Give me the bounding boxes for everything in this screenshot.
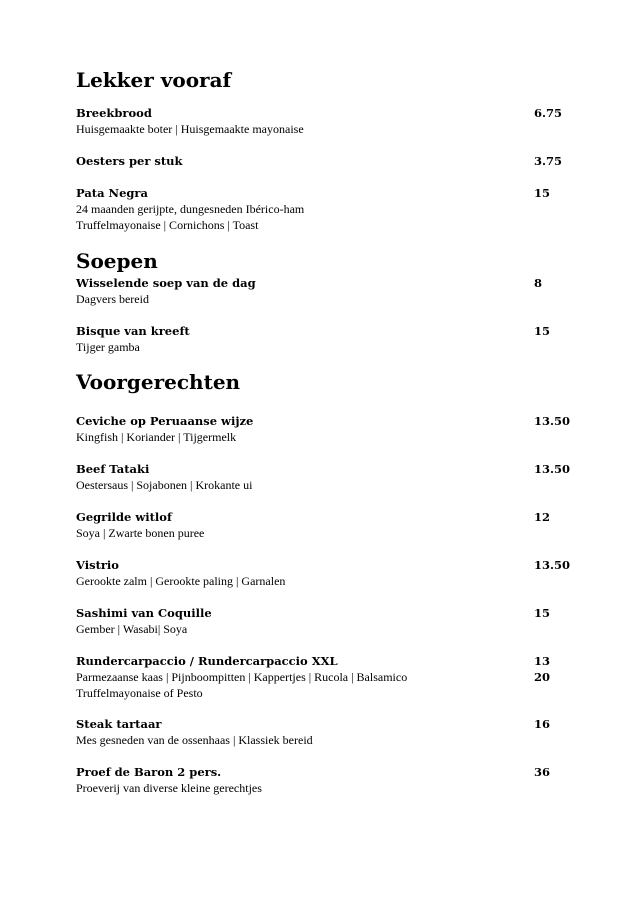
item-price: 3.75 bbox=[534, 154, 563, 168]
item-price: 13.50 bbox=[534, 558, 571, 572]
item-name: Oesters per stuk bbox=[76, 154, 183, 168]
item-price: 15 bbox=[534, 186, 551, 200]
item-name: Rundercarpaccio / Rundercarpaccio XXL bbox=[76, 654, 338, 668]
item-description: Gerookte zalm | Gerookte paling | Garnalen bbox=[76, 574, 286, 588]
item-description: Dagvers bereid bbox=[76, 292, 149, 306]
item-name: Ceviche op Peruaanse wijze bbox=[76, 414, 254, 428]
item-name: Breekbrood bbox=[76, 106, 152, 120]
item-description: Parmezaanse kaas | Pijnboompitten | Kappertjes | Rucola | Balsamico bbox=[76, 670, 408, 684]
item-description: Soya | Zwarte bonen puree bbox=[76, 526, 205, 540]
item-description: Truffelmayonaise | Cornichons | Toast bbox=[76, 218, 259, 232]
item-description: Gember | Wasabi| Soya bbox=[76, 622, 188, 636]
item-price: 15 bbox=[534, 324, 551, 338]
item-name: Proef de Baron 2 pers. bbox=[76, 765, 222, 779]
item-description: Tijger gamba bbox=[76, 340, 140, 354]
item-price: 16 bbox=[534, 717, 551, 731]
section-title-lekker-vooraf: Lekker vooraf bbox=[76, 68, 232, 92]
item-name: Beef Tataki bbox=[76, 462, 150, 476]
item-name: Wisselende soep van de dag bbox=[76, 276, 256, 290]
item-price: 36 bbox=[534, 765, 551, 779]
item-name: Steak tartaar bbox=[76, 717, 162, 731]
item-name: Bisque van kreeft bbox=[76, 324, 190, 338]
item-description: Oestersaus | Sojabonen | Krokante ui bbox=[76, 478, 253, 492]
section-title-soepen: Soepen bbox=[76, 249, 158, 273]
item-name: Vistrio bbox=[76, 558, 119, 572]
item-description: Truffelmayonaise of Pesto bbox=[76, 686, 203, 700]
item-description: 24 maanden gerijpte, dungesneden Ibérico-ham bbox=[76, 202, 305, 216]
item-price: 8 bbox=[534, 276, 543, 290]
item-name: Pata Negra bbox=[76, 186, 148, 200]
item-price: 13 bbox=[534, 654, 551, 668]
item-price: 12 bbox=[534, 510, 551, 524]
item-price: 6.75 bbox=[534, 106, 563, 120]
item-price: 13.50 bbox=[534, 414, 571, 428]
item-description: Proeverij van diverse kleine gerechtjes bbox=[76, 781, 262, 795]
item-price-xxl: 20 bbox=[534, 670, 551, 684]
item-name: Gegrilde witlof bbox=[76, 510, 172, 524]
item-name: Sashimi van Coquille bbox=[76, 606, 212, 620]
item-price: 13.50 bbox=[534, 462, 571, 476]
item-description: Kingfish | Koriander | Tijgermelk bbox=[76, 430, 237, 444]
section-title-voorgerechten: Voorgerechten bbox=[76, 370, 241, 394]
item-description: Mes gesneden van de ossenhaas | Klassiek bereid bbox=[76, 733, 313, 747]
item-price: 15 bbox=[534, 606, 551, 620]
item-description: Huisgemaakte boter | Huisgemaakte mayonaise bbox=[76, 122, 304, 136]
